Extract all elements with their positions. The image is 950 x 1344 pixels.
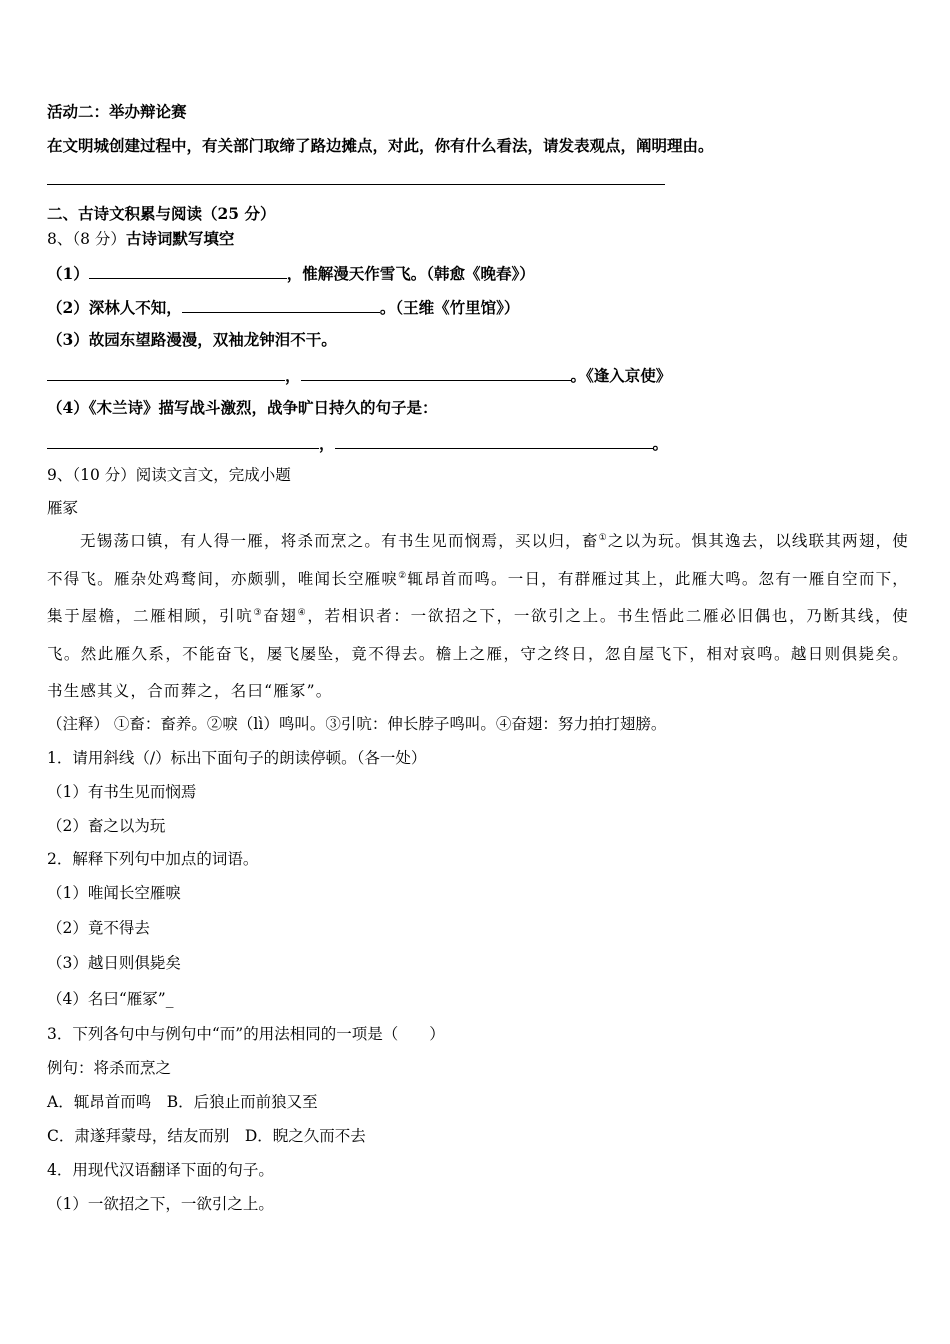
fill-blank[interactable]: [182, 296, 380, 313]
sub-item: （3）越日则俱毙矣: [47, 954, 181, 972]
sub-question: 1．请用斜线（/）标出下面句子的朗读停顿。（各一处）: [47, 749, 427, 767]
question-title: 古诗词默写填空: [125, 229, 235, 248]
question-9-header: 9、（10 分）阅读文言文，完成小题: [47, 466, 291, 484]
item-text: 深林人不知，: [88, 298, 182, 317]
item-text: 。（王维《竹里馆》）: [379, 298, 520, 317]
sub-item: （1）一欲招之下，一欲引之上。: [47, 1195, 274, 1213]
answer-line[interactable]: [47, 184, 665, 185]
question-8-header: [47, 229, 234, 249]
q8-item-1: [47, 262, 535, 284]
sub-item: （1）唯闻长空雁唳: [47, 884, 181, 902]
fill-blank[interactable]: [47, 364, 285, 381]
passage-notes: （注释） ①畜：畜养。②唳（lì）鸣叫。③引吭：伸长脖子鸣叫。④奋翅：努力拍打翅膀。: [47, 715, 667, 733]
classical-passage: 无锡荡口镇，有人得一雁，将杀而烹之。有书生见而悯焉，买以归，畜①之以为玩。惧其逸去，以线联其两翅，使不得飞。雁杂处鸡鹜间，亦颇驯，唯闻长空雁唳②辄昂首而鸣。一日，有群雁过其上，此雁大鸣。忽有一雁自空而下，集于屋檐，二雁相顾，引吭③奋翅④，若相识者：一欲招之下，一欲引之上。书生悟此二雁必旧偶也，乃断其线，使飞。然此雁久系，不能奋飞，屡飞屡坠，竟不得去。檐上之雁，守之终日，忽自屋飞下，相对哀鸣。越日则俱毙矣。书生感其义，合而葬之，名曰“雁冢”。: [47, 532, 909, 700]
item-text: 。: [652, 434, 669, 453]
q8-item-3-blanks: [47, 364, 671, 386]
sub-question: 3．下列各句中与例句中“而”的用法相同的一项是（ ）: [47, 1025, 445, 1043]
sub-item: （2）竟不得去: [47, 919, 150, 937]
activity-title: 活动二：举办辩论赛: [47, 102, 187, 121]
fill-blank[interactable]: [47, 432, 319, 449]
item-text: 故园东望路漫漫，双袖龙钟泪不干。: [88, 330, 337, 349]
fill-blank[interactable]: [89, 262, 287, 279]
q8-item-4-blanks: [47, 432, 668, 454]
sub-item: （4）名曰“雁冢”_: [47, 990, 174, 1008]
answer-options: A．辄昂首而鸣 B．后狼止而前狼又至: [47, 1093, 318, 1111]
q8-item-4: [47, 398, 438, 418]
activity-prompt: 在文明城创建过程中，有关部门取缔了路边摊点，对此，你有什么看法，请发表观点，阐明理由。: [47, 136, 714, 155]
answer-options: C．肃遂拜蒙母，结友而别 D．睨之久而不去: [47, 1127, 366, 1145]
sub-question: 4．用现代汉语翻译下面的句子。: [47, 1161, 274, 1179]
item-text: 。《逢入京使》: [570, 366, 672, 385]
sub-item: （2）畜之以为玩: [47, 817, 166, 835]
passage-title: 雁冢: [47, 499, 79, 517]
item-number: （2）: [47, 298, 89, 317]
example-sentence: 例句：将杀而烹之: [47, 1059, 172, 1077]
q8-item-2: [47, 296, 519, 318]
question-number: 8、（8 分）: [47, 230, 126, 248]
sub-item: （1）有书生见而悯焉: [47, 783, 197, 801]
item-text: 《木兰诗》描写战斗激烈，战争旷日持久的句子是：: [88, 398, 438, 417]
sub-question: 2．解释下列句中加点的词语。: [47, 850, 259, 868]
item-text: ，惟解漫天作雪飞。（韩愈《晚春》）: [286, 264, 535, 283]
fill-blank[interactable]: [301, 364, 571, 381]
q8-item-3: [47, 330, 337, 350]
separator: ，: [319, 434, 335, 453]
separator: ，: [285, 366, 301, 385]
item-number: （4）: [47, 398, 89, 417]
item-number: （3）: [47, 330, 89, 349]
section-heading: 二、古诗文积累与阅读（25 分）: [47, 204, 276, 223]
fill-blank[interactable]: [335, 432, 653, 449]
item-number: （1）: [47, 264, 89, 283]
